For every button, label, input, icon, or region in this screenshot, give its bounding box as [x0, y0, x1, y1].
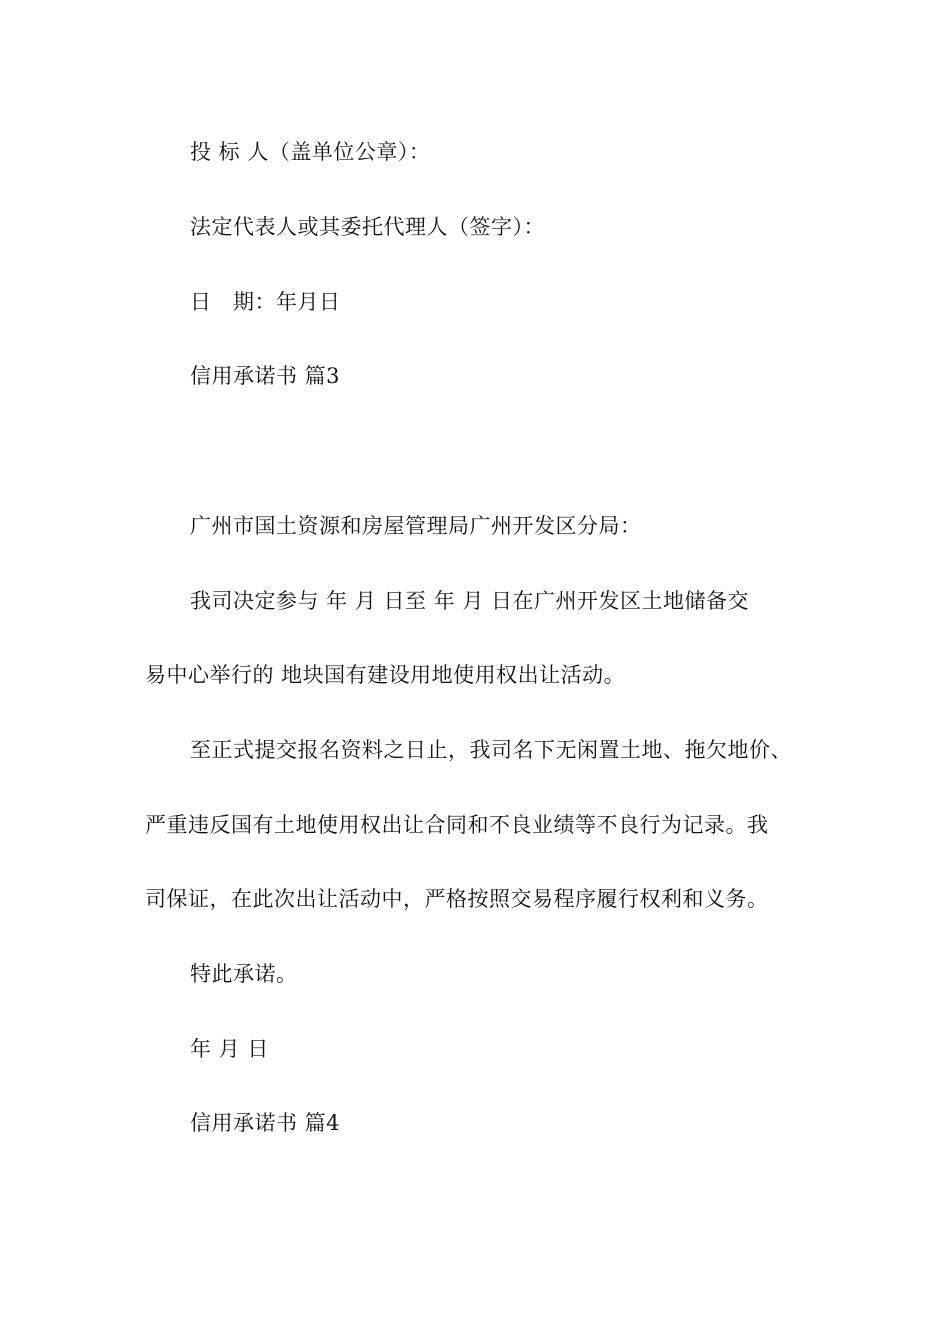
- date-line: 日 期：年月日: [190, 290, 341, 314]
- body-paragraph-2-line-2: 严重违反国有土地使用权出让合同和不良业绩等不良行为记录。我: [145, 813, 769, 837]
- legal-representative-signature-line: 法定代表人或其委托代理人（签字）：: [190, 215, 545, 239]
- body-paragraph-2-line-1: 至正式提交报名资料之日止，我司名下无闲置土地、拖欠地价、: [190, 738, 792, 762]
- closing-date-line: 年 月 日: [190, 1037, 269, 1061]
- closing-statement: 特此承诺。: [190, 962, 298, 986]
- addressee-line: 广州市国土资源和房屋管理局广州开发区分局：: [190, 514, 642, 538]
- section-heading-4: 信用承诺书 篇4: [190, 1111, 341, 1135]
- body-paragraph-1-line-2: 易中心举行的 地块国有建设用地使用权出让活动。: [145, 663, 626, 687]
- bidder-seal-line: 投 标 人（盖单位公章）：: [190, 140, 431, 164]
- body-paragraph-2-line-3: 司保证，在此次出让活动中，严格按照交易程序履行权利和义务。: [145, 887, 769, 911]
- body-paragraph-1-line-1: 我司决定参与 年 月 日至 年 月 日在广州开发区土地储备交: [190, 589, 750, 613]
- section-heading-3: 信用承诺书 篇3: [190, 364, 341, 388]
